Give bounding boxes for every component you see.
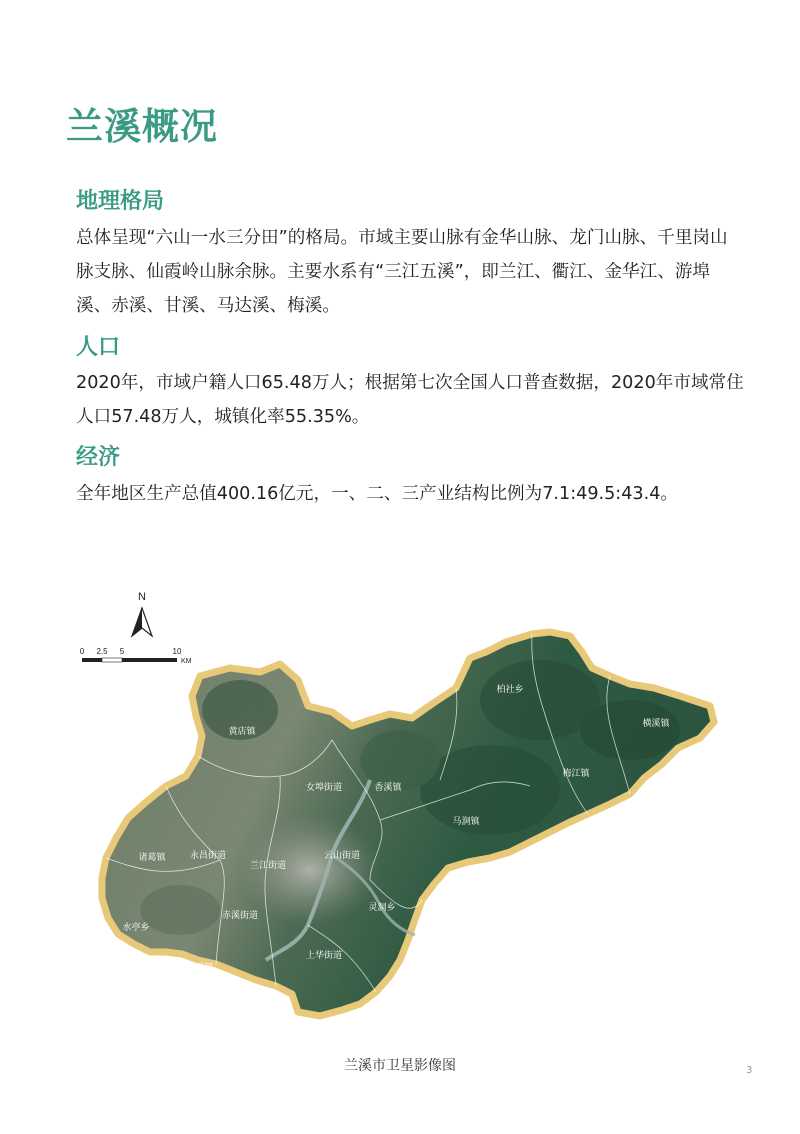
section-heading-population: 人口 [76, 335, 121, 360]
town-label: 上华街道 [305, 951, 343, 961]
region-outline [102, 632, 714, 1016]
section-heading-economy: 经济 [76, 445, 121, 470]
scale-tick-0: 0 [79, 647, 85, 656]
section-heading-geography: 地理格局 [76, 189, 165, 214]
section-text-economy: 全年地区生产总值400.16亿元，一、二、三产业结构比例为7.1:49.5:43.4。 [76, 484, 678, 504]
town-label: 诸葛镇 [138, 853, 166, 863]
town-label: 赤溪街道 [221, 911, 259, 921]
town-label: 女埠街道 [305, 783, 343, 793]
satellite-map [70, 580, 730, 1040]
scale-tick-5: 5 [119, 647, 125, 656]
page-number: 3 [746, 1065, 753, 1076]
scale-unit: KM [181, 658, 192, 665]
town-label: 兰江街道 [249, 861, 287, 871]
page-title: 兰溪概况 [66, 105, 218, 148]
section-text-geography: 总体呈现“六山一水三分田”的格局。市域主要山脉有金华山脉、龙门山脉、千里岗山脉支脉、仙霞岭山脉余脉。主要水系有“三江五溪”，即兰江、衢江、金华江、游埠溪、赤溪、甘溪、马达溪、梅溪。 [76, 228, 728, 316]
scale-tick-2-5: 2.5 [96, 647, 108, 656]
town-label: 云山街道 [323, 851, 361, 861]
town-label: 灵洞乡 [368, 903, 396, 913]
map-caption: 兰溪市卫星影像图 [344, 1058, 456, 1074]
scale-tick-10: 10 [172, 647, 182, 656]
town-label: 香溪镇 [374, 783, 402, 793]
town-label: 梅江镇 [562, 769, 590, 779]
town-label: 永昌街道 [189, 851, 227, 861]
town-label: 横溪镇 [642, 719, 670, 729]
scale-bar [80, 647, 192, 665]
map-svg [70, 580, 730, 1040]
town-label: 马涧镇 [452, 817, 480, 827]
town-label: 游埠镇 [186, 963, 214, 973]
town-label: 水亭乡 [122, 923, 150, 933]
town-label: 黄店镇 [228, 727, 256, 737]
town-label: 柏社乡 [496, 685, 524, 695]
section-text-population: 2020年，市域户籍人口65.48万人；根据第七次全国人口普查数据，2020年市域常住人口57.48万人，城镇化率55.35%。 [76, 373, 744, 427]
north-label: N [138, 591, 146, 603]
north-arrow-icon [132, 608, 152, 636]
